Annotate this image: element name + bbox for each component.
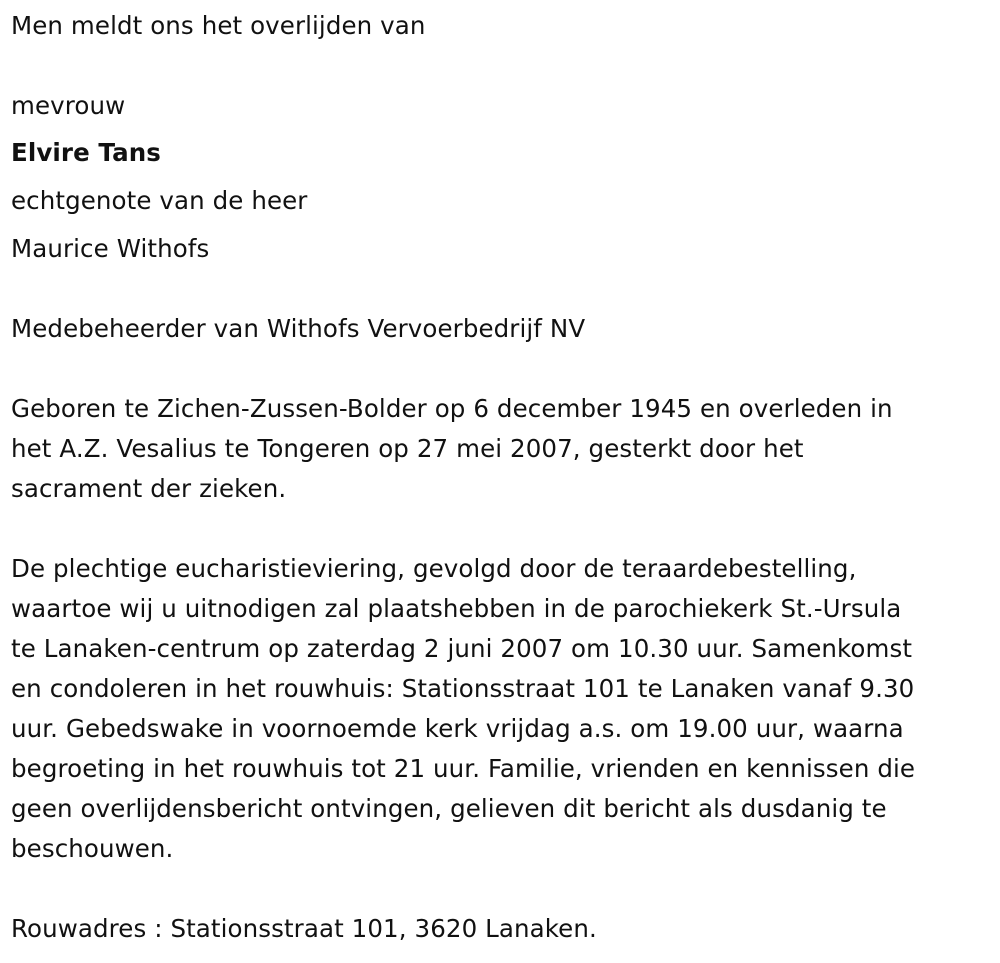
mourning-address: Rouwadres : Stationsstraat 101, 3620 Lanaken. [11, 914, 597, 943]
paragraph-line: te Lanaken-centrum op zaterdag 2 juni 2007 om 10.30 uur. Samenkomst [11, 634, 913, 663]
paragraph-line: De plechtige eucharistieviering, gevolgd door de teraardebestelling, [11, 554, 857, 583]
spouse-name: Maurice Withofs [11, 234, 210, 263]
intro-text: Men meldt ons het overlijden van [11, 11, 426, 40]
paragraph-line: begroeting in het rouwhuis tot 21 uur. Familie, vrienden en kennissen die [11, 754, 916, 783]
paragraph-line: waartoe wij u uitnodigen zal plaatshebben in de parochiekerk St.-Ursula [11, 594, 902, 623]
paragraph-line: beschouwen. [11, 834, 174, 863]
paragraph-line: uur. Gebedswake in voornoemde kerk vrijdag a.s. om 19.00 uur, waarna [11, 714, 904, 743]
role-text: Medebeheerder van Withofs Vervoerbedrijf NV [11, 314, 586, 343]
paragraph-line: het A.Z. Vesalius te Tongeren op 27 mei 2007, gesterkt door het [11, 434, 804, 463]
paragraph-line: geen overlijdensbericht ontvingen, gelieven dit bericht als dusdanig te [11, 794, 887, 823]
paragraph-line: en condoleren in het rouwhuis: Stationsstraat 101 te Lanaken vanaf 9.30 [11, 674, 915, 703]
paragraph-line: Geboren te Zichen-Zussen-Bolder op 6 december 1945 en overleden in [11, 394, 893, 423]
paragraph-line: sacrament der zieken. [11, 474, 287, 503]
relation-text: echtgenote van de heer [11, 186, 308, 215]
deceased-name: Elvire Tans [11, 138, 161, 167]
title-text: mevrouw [11, 91, 126, 120]
